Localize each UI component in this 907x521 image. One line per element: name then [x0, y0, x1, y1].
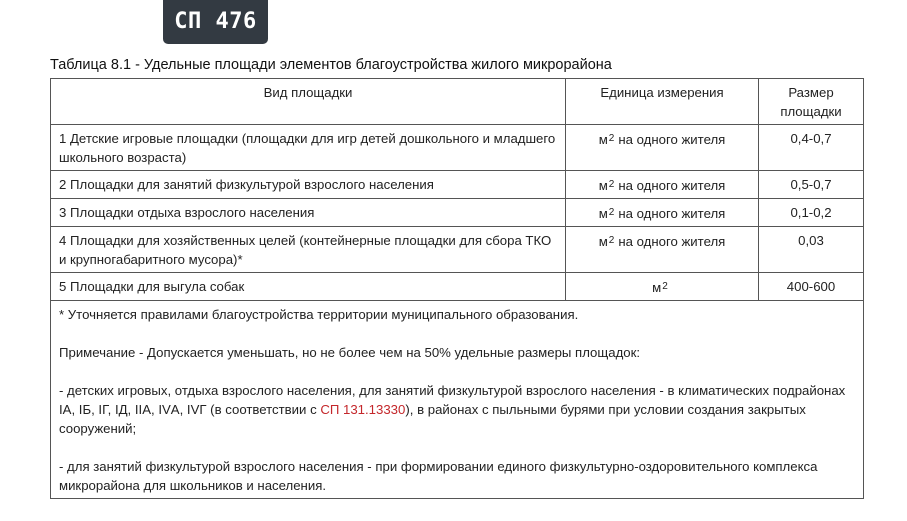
- row-type: 3 Площадки отдыха взрослого населения: [51, 199, 566, 227]
- unit-sup: 2: [608, 235, 615, 246]
- table-row: [51, 171, 864, 199]
- notes-cell: [51, 301, 864, 499]
- row-size: 0,1-0,2: [759, 199, 864, 227]
- unit-sup: 2: [662, 281, 668, 292]
- row-type: 4 Площадки для хозяйственных целей (контейнерные площадки для сбора ТКО и крупногабаритного мусора)*: [51, 227, 566, 273]
- unit-base: м: [652, 280, 662, 295]
- unit-tail: на одного жителя: [618, 178, 726, 193]
- sp-131-link[interactable]: СП 131.13330: [320, 402, 406, 417]
- remark: Примечание - Допускается уменьшать, но не более чем на 50% удельные размеры площадок:: [59, 345, 641, 360]
- norms-table: [50, 78, 864, 499]
- unit-tail: на одного жителя: [618, 206, 726, 221]
- unit-base: м: [598, 132, 608, 147]
- unit-tail: на одного жителя: [618, 132, 726, 147]
- row-unit: [566, 125, 759, 171]
- table-caption: Таблица 8.1 - Удельные площади элементов благоустройства жилого микрорайона: [50, 57, 612, 73]
- unit-sup: 2: [608, 207, 615, 218]
- header-size: Размер площадки: [759, 79, 864, 125]
- notes-row: [51, 301, 864, 499]
- table-row: [51, 125, 864, 171]
- footnote: * Уточняется правилами благоустройства территории муниципального образования.: [59, 307, 579, 322]
- unit-sup: 2: [608, 179, 615, 190]
- table-row: [51, 273, 864, 301]
- unit-sup: 2: [608, 133, 615, 144]
- document-badge: СП 476: [163, 0, 268, 44]
- note-item-1: [59, 381, 855, 438]
- table-row: [51, 199, 864, 227]
- unit-base: м: [598, 234, 608, 249]
- row-size: 0,5-0,7: [759, 171, 864, 199]
- row-size: 400-600: [759, 273, 864, 301]
- row-size: 0,4-0,7: [759, 125, 864, 171]
- row-unit: [566, 199, 759, 227]
- row-unit: [566, 227, 759, 273]
- header-type: Вид площадки: [51, 79, 566, 125]
- note-item-1-tail: ), в районах с пыльными бурями при условии создания закрытых сооружений;: [59, 402, 806, 436]
- unit-base: м: [598, 206, 608, 221]
- table-header-row: [51, 79, 864, 125]
- row-type: 5 Площадки для выгула собак: [51, 273, 566, 301]
- unit-base: м: [598, 178, 608, 193]
- row-unit: [566, 273, 759, 301]
- row-type: 2 Площадки для занятий физкультурой взрослого населения: [51, 171, 566, 199]
- note-item-1-text: - детских игровых, отдыха взрослого населения, для занятий физкультурой взрослого населения - в климатических подрайонах IА, IБ, IГ, IД, IIА, IVА, IVГ (в соответствии с: [59, 383, 846, 417]
- row-unit: [566, 171, 759, 199]
- note-item-2: - для занятий физкультурой взрослого населения - при формировании единого физкультурно-оздоровительного комплекса микрорайона для школьников и населения.: [59, 459, 818, 493]
- row-size: 0,03: [759, 227, 864, 273]
- row-type: 1 Детские игровые площадки (площадки для игр детей дошкольного и младшего школьного возраста): [51, 125, 566, 171]
- unit-tail: на одного жителя: [618, 234, 726, 249]
- table-row: [51, 227, 864, 273]
- header-unit: Единица измерения: [566, 79, 759, 125]
